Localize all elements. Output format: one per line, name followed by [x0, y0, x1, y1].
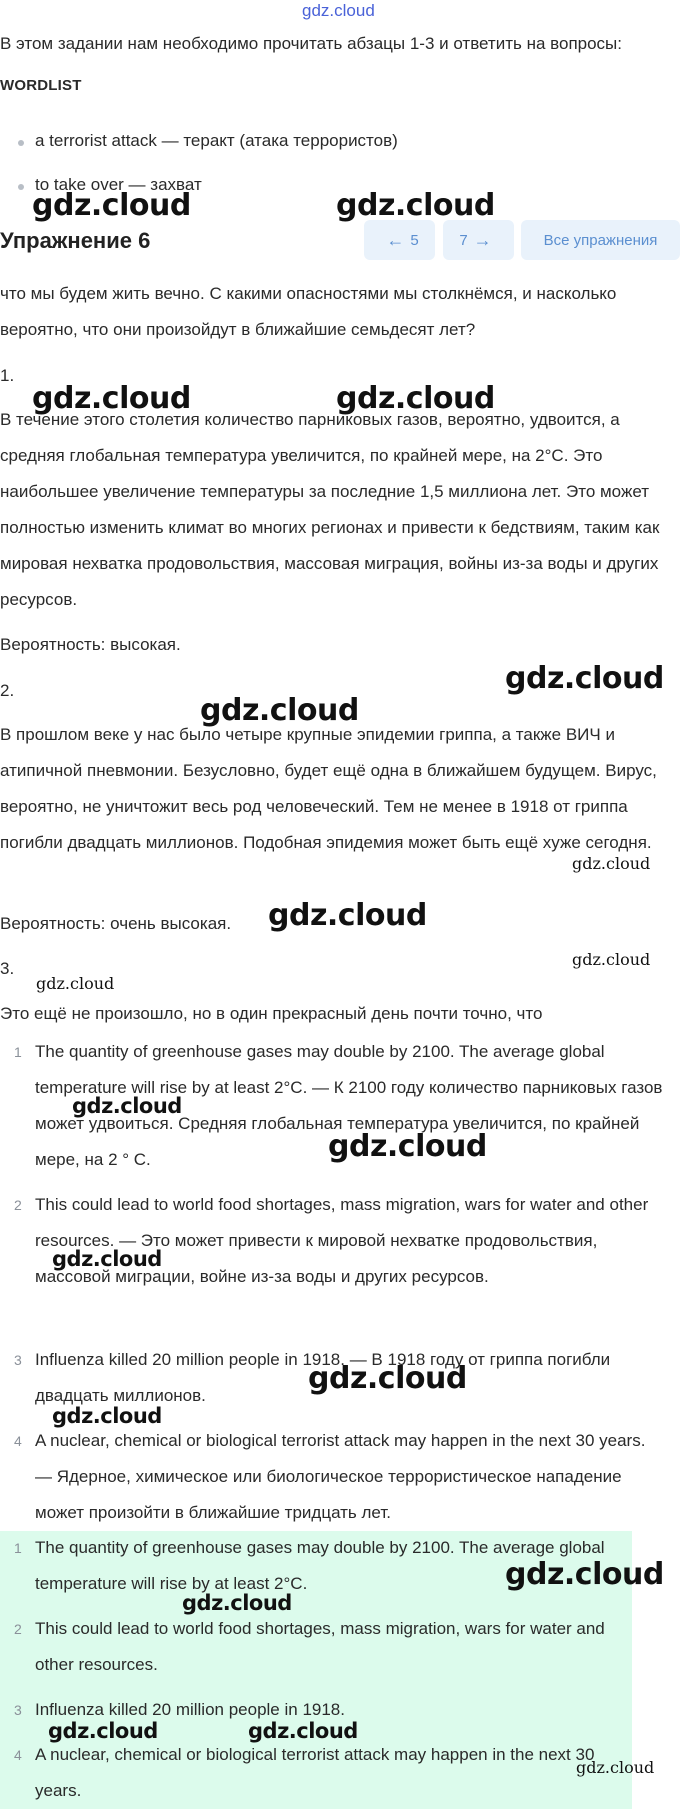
watermark: gdz.cloud: [328, 1129, 487, 1164]
list-number: 2: [14, 1621, 22, 1637]
wordlist-item: a terrorist attack — теракт (атака террористов): [35, 131, 398, 150]
paragraph-number: 1.: [0, 366, 15, 385]
site-logo[interactable]: gdz.cloud: [302, 1, 375, 20]
answer-item: The quantity of greenhouse gases may double by 2100. The average global temperature will rise by at least 2°C.: [35, 1538, 605, 1593]
watermark: gdz.cloud: [308, 1361, 467, 1396]
watermark: gdz.cloud: [32, 381, 191, 416]
watermark: gdz.cloud: [576, 1758, 655, 1777]
next-exercise-button[interactable]: [443, 220, 514, 260]
next-exercise-label: 7: [459, 231, 468, 249]
exercise-title: Упражнение 6: [0, 228, 151, 253]
paragraph-2: В прошлом веке у нас было четыре крупные эпидемии гриппа, а также ВИЧ и атипичной пневмонии. Безусловно, будет ещё одна в ближайшем будущем. Вирус, вероятно, не уничтожит весь род человеческий. Тем не менее в 1918 от гриппа погибли двадцать миллионов. Подобная эпидемия может быть ещё хуже сегодня.: [0, 725, 657, 852]
all-exercises-button[interactable]: Все упражнения: [521, 220, 680, 260]
wordlist-item: to take over — захват: [35, 175, 202, 194]
list-number: 2: [14, 1197, 22, 1213]
prev-exercise-button[interactable]: [364, 220, 435, 260]
intro-text: что мы будем жить вечно. С какими опасностями мы столкнёмся, и насколько вероятно, что они произойдут в ближайшие семьдесят лет?: [0, 284, 617, 339]
watermark: gdz.cloud: [182, 1591, 292, 1615]
answer-item: A nuclear, chemical or biological terrorist attack may happen in the next 30 years.: [35, 1745, 595, 1800]
probability-2: Вероятность: очень высокая.: [0, 914, 232, 933]
task-intro: В этом задании нам необходимо прочитать абзацы 1-3 и ответить на вопросы:: [0, 34, 623, 53]
watermark: gdz.cloud: [32, 188, 191, 223]
wordlist-title: WORDLIST: [0, 77, 82, 94]
list-item: This could lead to world food shortages, mass migration, wars for water and other resources. — Это может привести к мировой нехватке продовольствия, массовой миграции, войне из-за воды и других ресурсов.: [35, 1195, 649, 1286]
paragraph-3: Это ещё не произошло, но в один прекрасный день почти точно, что: [0, 1004, 543, 1023]
watermark: gdz.cloud: [52, 1247, 162, 1271]
list-number: 1: [14, 1044, 22, 1060]
list-item: Influenza killed 20 million people in 1918. — В 1918 году от гриппа погибли двадцать миллионов.: [35, 1350, 611, 1405]
list-number: 3: [14, 1352, 22, 1368]
watermark: gdz.cloud: [36, 974, 115, 993]
answer-item: Influenza killed 20 million people in 1918.: [35, 1700, 345, 1719]
watermark: gdz.cloud: [505, 1557, 664, 1592]
watermark: gdz.cloud: [572, 854, 651, 873]
watermark: gdz.cloud: [200, 693, 359, 728]
watermark: gdz.cloud: [336, 188, 495, 223]
watermark: gdz.cloud: [248, 1719, 358, 1743]
watermark: gdz.cloud: [505, 661, 664, 696]
bullet-icon: [18, 184, 24, 190]
watermark: gdz.cloud: [52, 1404, 162, 1428]
watermark: gdz.cloud: [48, 1719, 158, 1743]
probability-1: Вероятность: высокая.: [0, 635, 181, 654]
arrow-right-icon: →: [473, 229, 492, 250]
list-number: 4: [14, 1747, 22, 1763]
watermark: gdz.cloud: [572, 950, 651, 969]
list-item: The quantity of greenhouse gases may double by 2100. The average global temperature will rise by at least 2°C. — К 2100 году количество парниковых газов может удвоиться. Средняя глобальная температура увеличится, по крайней мере, на 2 ° С.: [35, 1042, 663, 1169]
paragraph-number: 2.: [0, 681, 15, 700]
list-number: 4: [14, 1433, 22, 1449]
answer-item: This could lead to world food shortages, mass migration, wars for water and other resources.: [35, 1619, 605, 1674]
arrow-left-icon: ←: [386, 229, 405, 250]
list-number: 1: [14, 1540, 22, 1556]
watermark: gdz.cloud: [72, 1094, 182, 1118]
paragraph-1: В течение этого столетия количество парниковых газов, вероятно, удвоится, а средняя глобальная температура увеличится, по крайней мере, на 2°С. Это наибольшее увеличение температуры за последние 1,5 миллиона лет. Это может полностью изменить климат во многих регионах и привести к бедствиям, таким как мировая нехватка продовольствия, массовая миграция, войны из-за воды и других ресурсов.: [0, 410, 660, 609]
bullet-icon: [18, 140, 24, 146]
watermark: gdz.cloud: [336, 381, 495, 416]
watermark: gdz.cloud: [268, 898, 427, 933]
paragraph-number: 3.: [0, 959, 15, 978]
list-item: A nuclear, chemical or biological terrorist attack may happen in the next 30 years. — Ядерное, химическое или биологическое террористическое нападение может произойти в ближайшие тридцать лет.: [35, 1431, 646, 1522]
list-number: 3: [14, 1702, 22, 1718]
prev-exercise-label: 5: [410, 231, 419, 249]
